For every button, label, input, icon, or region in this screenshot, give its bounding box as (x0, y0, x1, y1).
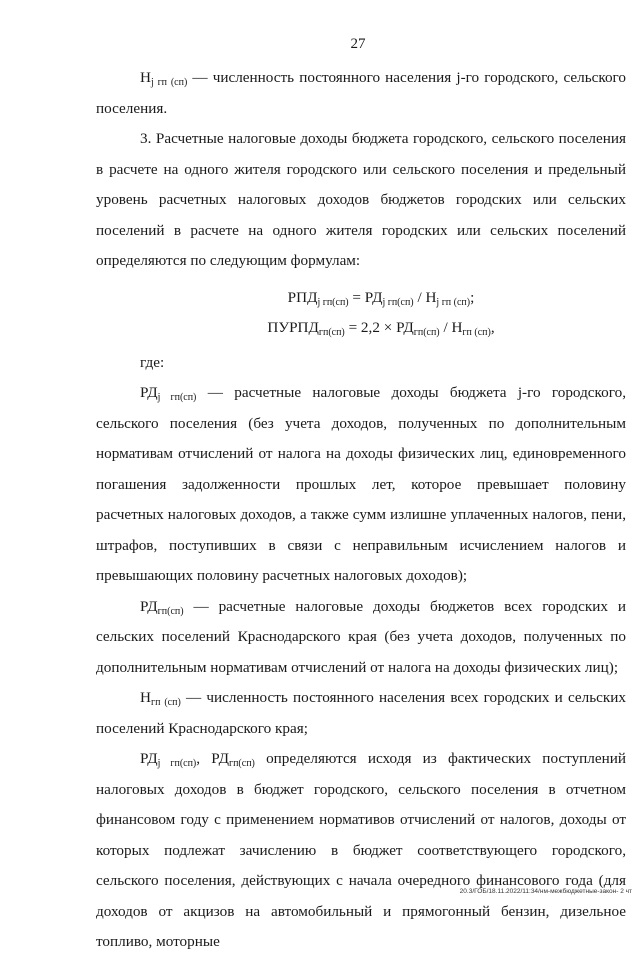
paragraph-text: — расчетные налоговые доходы бюджета j-го городского, сельского поселения (без учета доходов, полученных по дополнительным нормативам отчислений от налога на доходы физических лиц, единовременного погашения задолженности прошлых лет, которое превышает половину расчетных налоговых доходов, а также сумм излишне уплаченных налогов, пени, штрафов, поступивших в связи с неправильным исчислением налогов и превышающих половину расчетных налоговых доходов); (96, 384, 626, 584)
subscript: гп(сп) (318, 327, 345, 338)
formula-term: = 2,2 × РД (344, 319, 414, 336)
paragraph-rd-j (96, 378, 626, 592)
formula-term: , (490, 319, 495, 336)
formula-term: ПУРПД (267, 319, 319, 336)
symbol-rd: РД (140, 384, 158, 401)
subscript: j гп(сп) (382, 296, 414, 308)
symbol-rd: РД (140, 597, 158, 615)
subscript: гп(сп) (413, 327, 440, 338)
subscript: гп(сп) (228, 758, 255, 769)
formula-term: = РД (348, 288, 383, 306)
formula-rpd (136, 283, 626, 314)
paragraph-text: определяются исходя из фактических поступлений налоговых доходов в бюджет городского, сельского поселения в отчетном финансовом году с применением нормативов отчислений от налогов, доходы от которых подлежат зачислению в бюджет соответствующего городского, сельского поселения, действующих с начала очередного финансового года (для доходов от акцизов на автомобильный и прямогонный бензин, дизельное топливо, моторные (96, 750, 627, 950)
subscript: j гп (сп) (436, 296, 471, 308)
document-body (96, 63, 626, 958)
subscript: гп (сп) (462, 327, 491, 338)
formula-block (96, 283, 626, 344)
subscript: гп (сп) (150, 697, 181, 708)
paragraph-text: — численность постоянного населения j-го городского, сельского поселения. (96, 69, 626, 117)
paragraph-item-3: 3. Расчетные налоговые доходы бюджета городского, сельского поселения в расчете на одного жителя городского или сельского поселения и предельный уровень расчетных налоговых доходов бюджетов городских или сельских поселений в расчете на одного жителя городских или сельских поселений определяются по следующим формулам: (96, 130, 626, 269)
paragraph-rd-all (96, 592, 626, 684)
formula-term: РПД (287, 288, 318, 306)
subscript: гп(сп) (157, 605, 184, 617)
formula-term: / Н (439, 319, 463, 336)
formula-term: ; (470, 288, 475, 306)
paragraph-population-j (96, 63, 626, 124)
subscript: j гп(сп) (157, 758, 197, 769)
symbol-rd: РД (140, 750, 158, 767)
formula-purpd (136, 313, 626, 344)
symbol-n: Н (140, 69, 151, 86)
separator: , (196, 750, 212, 767)
document-footer: 20.3/ГОБ/18.11.2022/11:34/нм-межбюджетные-закон- 2 чт (459, 888, 632, 895)
subscript: j гп(сп) (317, 296, 349, 308)
symbol-rd: РД (211, 750, 229, 767)
paragraph-determination (96, 744, 626, 958)
paragraph-text: — численность постоянного населения всех городских и сельских поселений Краснодарского края; (96, 689, 627, 737)
page-number: 27 (350, 36, 366, 52)
where-label: где: (140, 353, 165, 371)
formula-term: / Н (413, 288, 437, 306)
symbol-n: Н (140, 689, 151, 706)
paragraph-population-all (96, 683, 626, 744)
subscript: j гп(сп) (157, 392, 197, 403)
subscript: j гп (сп) (150, 77, 188, 88)
paragraph-text: — расчетные налоговые доходы бюджетов всех городских и сельских поселений Краснодарского края (без учета доходов, полученных по дополнительным нормативам отчислений от налога на доходы физических лиц); (96, 597, 626, 676)
